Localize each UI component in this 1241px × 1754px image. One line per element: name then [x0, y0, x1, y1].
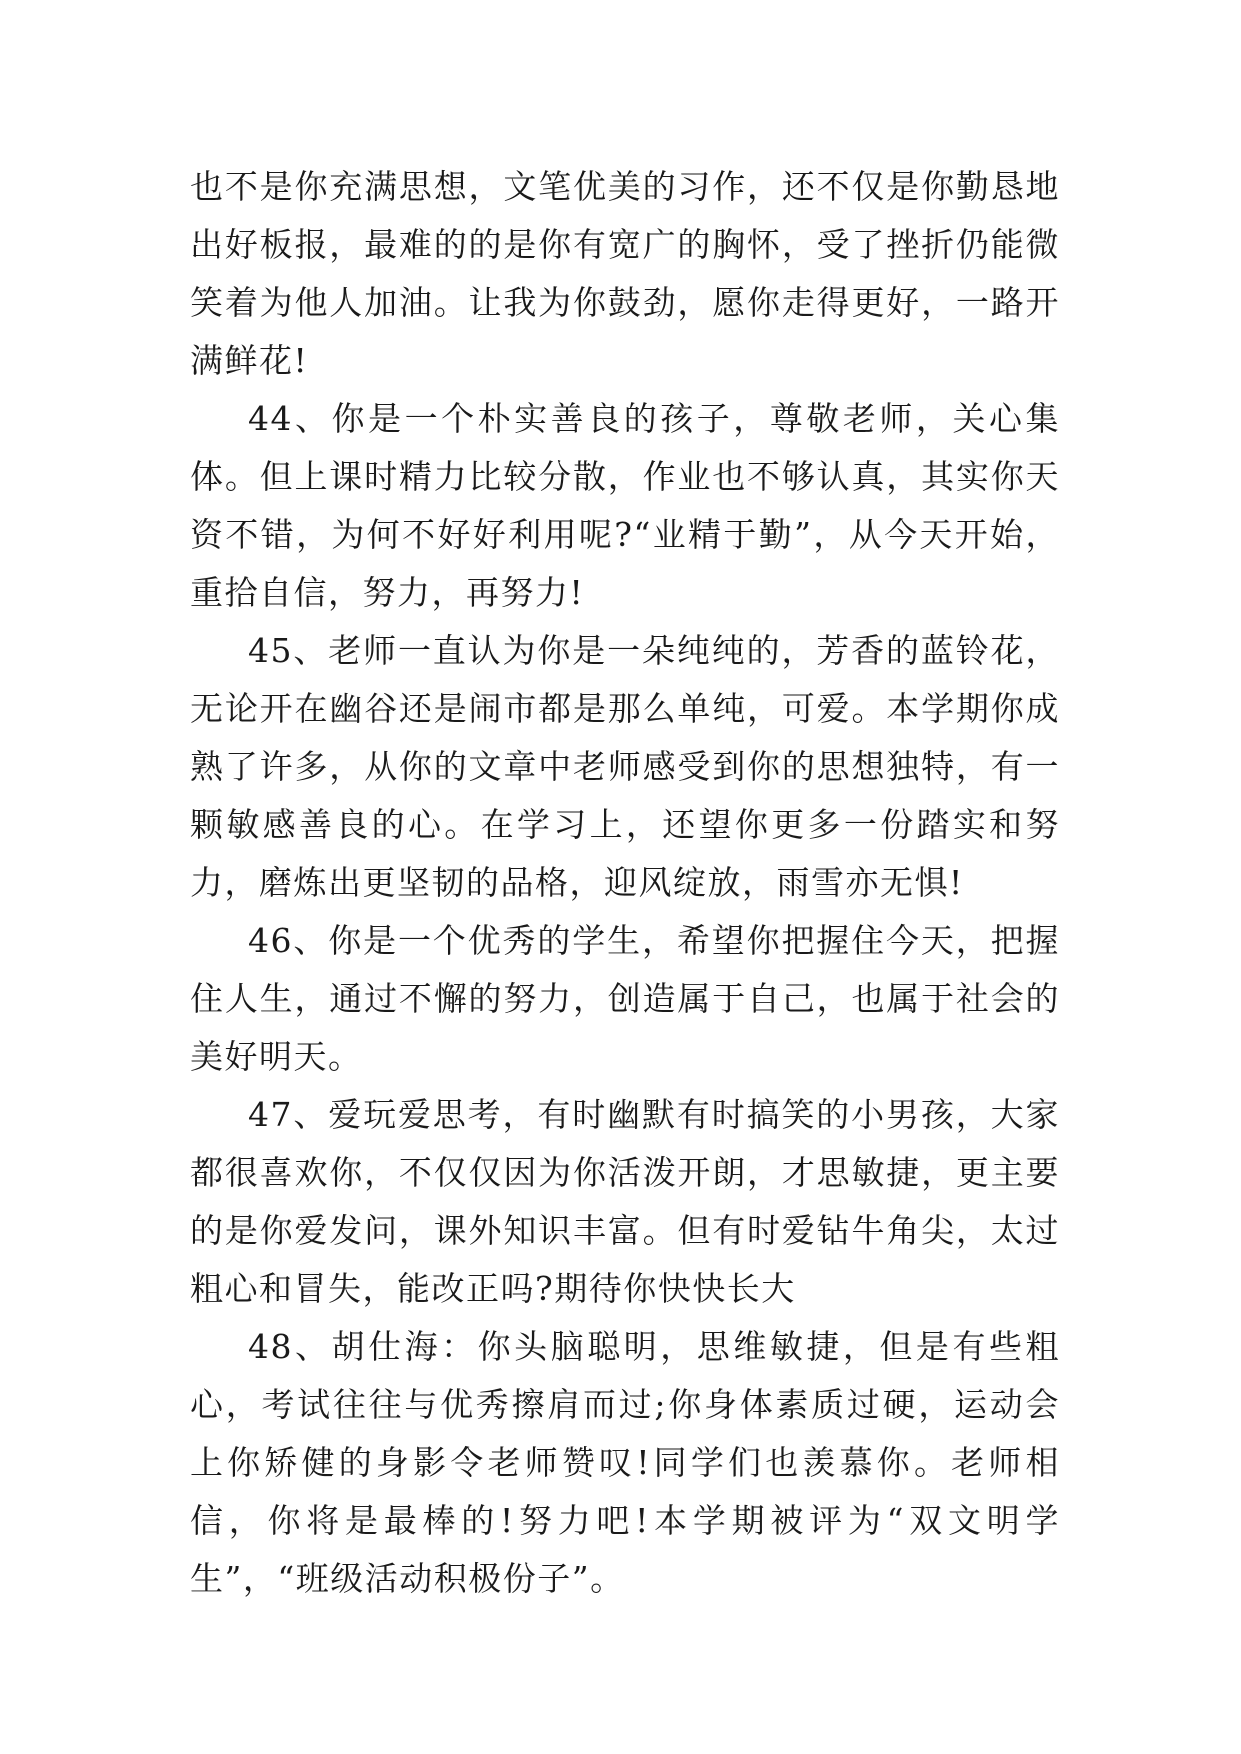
paragraph-44: 44、你是一个朴实善良的孩子，尊敬老师，关心集体。但上课时精力比较分散，作业也不够认真，其实你天资不错，为何不好好利用呢?“业精于勤”，从今天开始，重拾自信，努力，再努力!: [190, 399, 1060, 612]
paragraph-48: 48、胡仕海：你头脑聪明，思维敏捷，但是有些粗心，考试往往与优秀擦肩而过;你身体素质过硬，运动会上你矫健的身影令老师赞叹!同学们也羡慕你。老师相信，你将是最棒的!努力吧!本学期被评为“双文明学生”，“班级活动积极份子”。: [190, 1327, 1060, 1598]
document-body: [190, 158, 1060, 1608]
paragraph-47: 47、爱玩爱思考，有时幽默有时搞笑的小男孩，大家都很喜欢你，不仅仅因为你活泼开朗，才思敏捷，更主要的是你爱发问，课外知识丰富。但有时爱钻牛角尖，太过粗心和冒失，能改正吗?期待你快快长大: [190, 1095, 1060, 1308]
paragraph-45: 45、老师一直认为你是一朵纯纯的，芳香的蓝铃花，无论开在幽谷还是闹市都是那么单纯，可爱。本学期你成熟了许多，从你的文章中老师感受到你的思想独特，有一颗敏感善良的心。在学习上，还望你更多一份踏实和努力，磨炼出更坚韧的品格，迎风绽放，雨雪亦无惧!: [190, 631, 1060, 902]
paragraph-46: 46、你是一个优秀的学生，希望你把握住今天，把握住人生，通过不懈的努力，创造属于自己，也属于社会的美好明天。: [190, 921, 1060, 1076]
paragraph-continued: 也不是你充满思想，文笔优美的习作，还不仅是你勤恳地出好板报，最难的的是你有宽广的胸怀，受了挫折仍能微笑着为他人加油。让我为你鼓劲，愿你走得更好，一路开满鲜花!: [190, 167, 1060, 380]
